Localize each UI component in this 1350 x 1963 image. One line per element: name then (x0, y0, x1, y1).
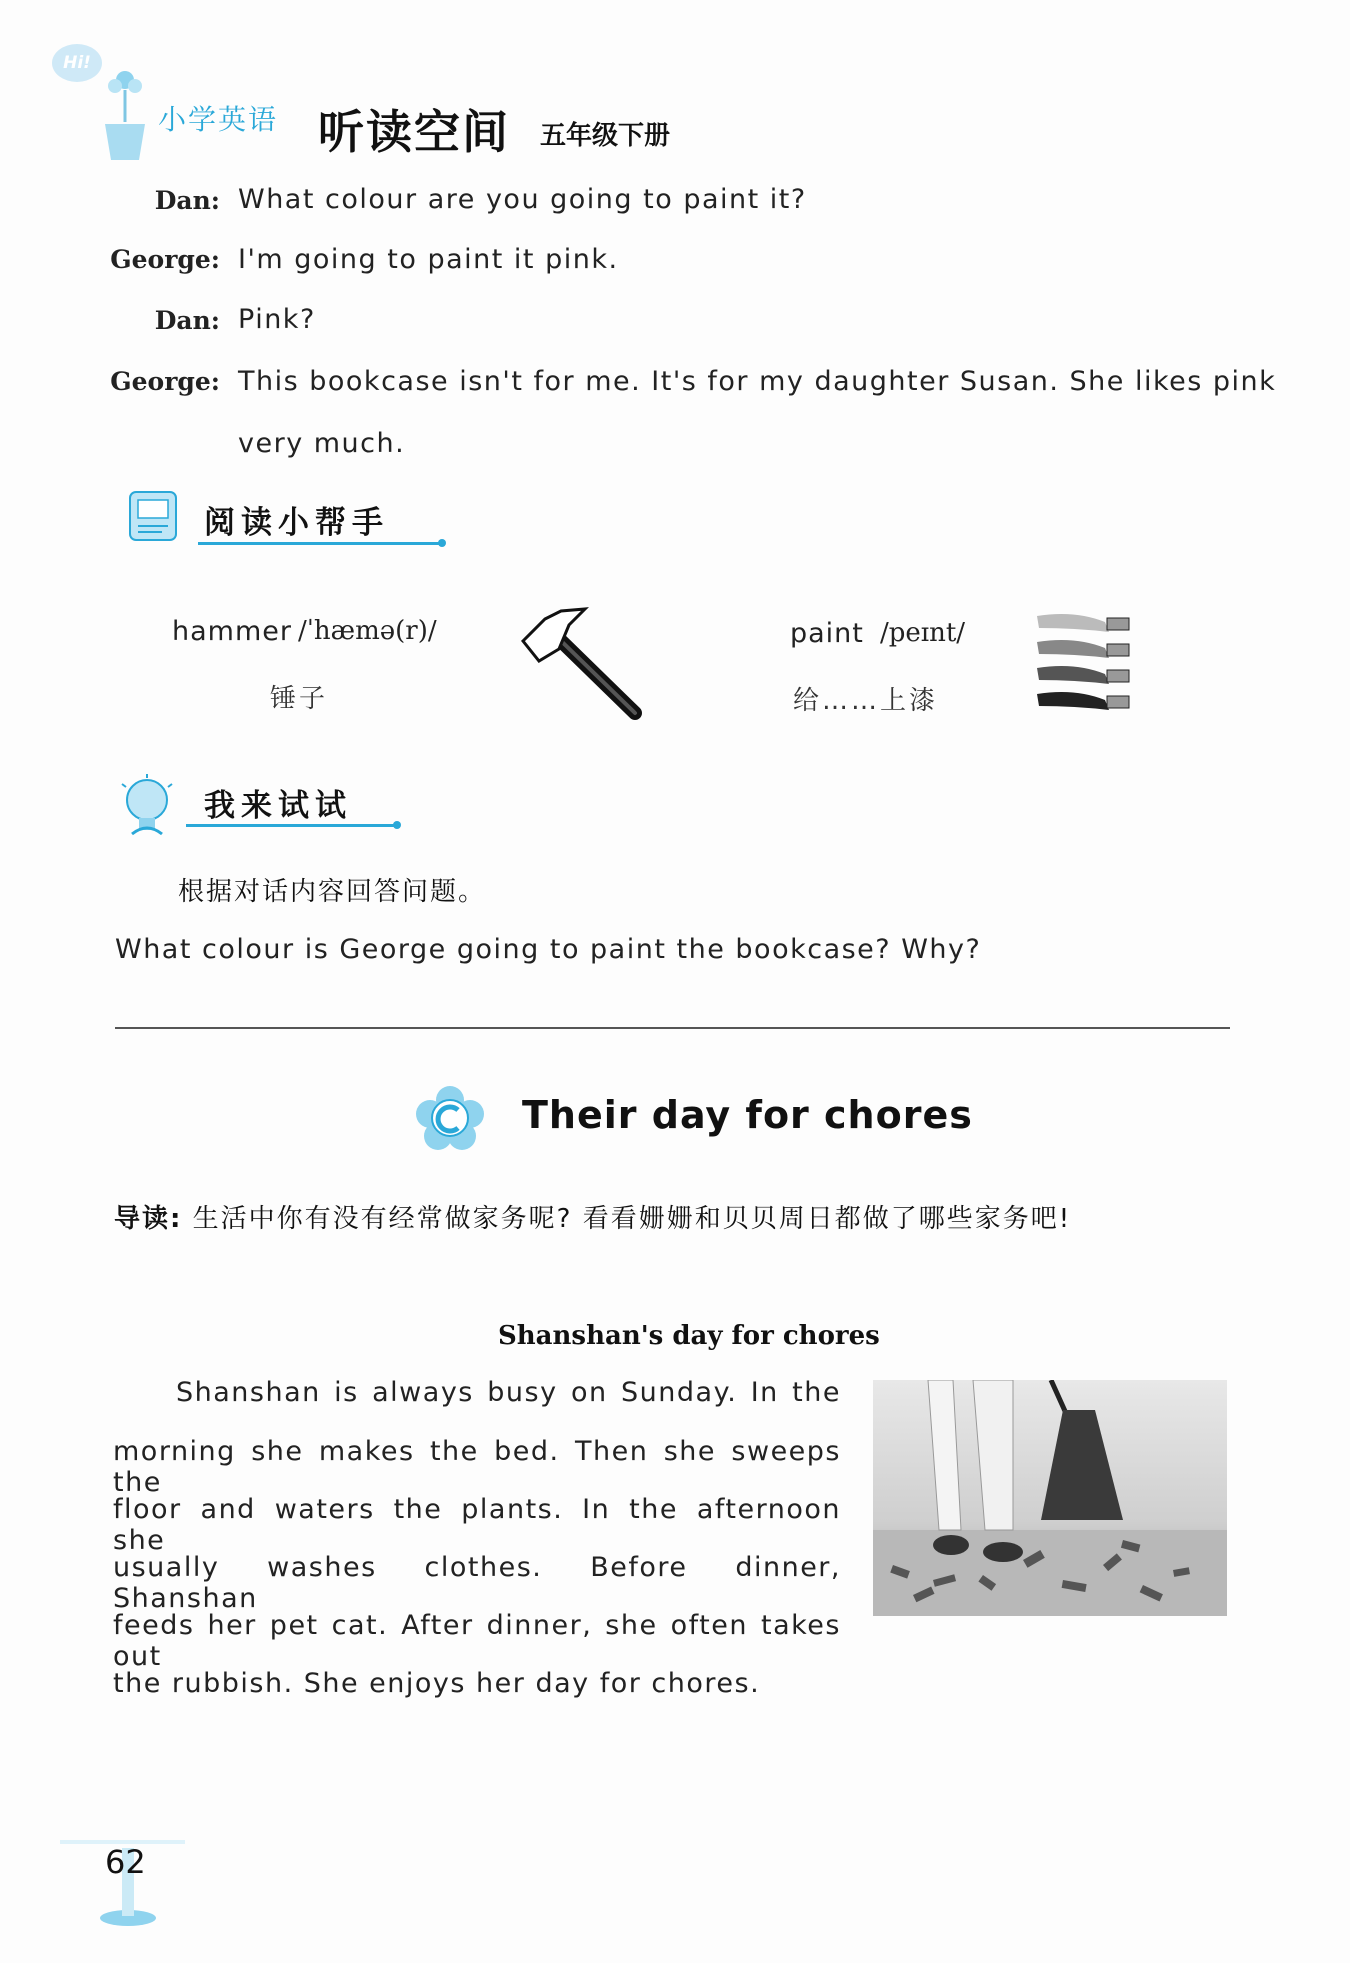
article-line: usually washes clothes. Before dinner, Shanshan (113, 1552, 841, 1614)
hi-badge: Hi! (52, 44, 102, 82)
article-line: morning she makes the bed. Then she sweeps the (113, 1436, 841, 1498)
answer-line[interactable] (115, 1027, 1230, 1029)
vocab-word: hammer (172, 616, 292, 647)
lead-paragraph (114, 1198, 1071, 1235)
vocab-meaning: 锤子 (270, 684, 329, 714)
dialogue-line: This bookcase isn't for me. It's for my daughter Susan. She likes pink (238, 366, 1277, 397)
section-underline-dot (393, 821, 401, 829)
speaker-label: Dan: (154, 186, 220, 215)
paint-brush-icon (1035, 608, 1145, 718)
dialogue-line-continued: very much. (238, 428, 406, 459)
instruction-text: 根据对话内容回答问题。 (178, 877, 487, 907)
article-line: the rubbish. She enjoys her day for chores. (113, 1668, 761, 1699)
book-title: 听读空间 (318, 105, 510, 159)
section-underline (198, 542, 441, 545)
speaker-label: George: (110, 367, 220, 396)
series-label: 小学英语 (158, 103, 279, 136)
section-underline (186, 824, 396, 827)
sweeping-photo (873, 1380, 1227, 1616)
vocab-phonetic: /ˈhæmə(r)/ (298, 616, 437, 646)
grade-label: 五年级下册 (540, 121, 671, 151)
story-title: Their day for chores (522, 1093, 973, 1137)
vocab-phonetic: /peɪnt/ (880, 618, 966, 648)
vocab-meaning: 给……上漆 (793, 686, 939, 716)
try-it-title: 我来试试 (204, 788, 352, 824)
flower-badge-icon (412, 1082, 488, 1154)
article-line: feeds her pet cat. After dinner, she often takes out (113, 1610, 841, 1672)
dialogue-line: What colour are you going to paint it? (238, 184, 807, 215)
lead-text: 生活中你有没有经常做家务呢? 看看姗姗和贝贝周日都做了哪些家务吧! (192, 1204, 1072, 1234)
flower-pot-icon (95, 62, 155, 162)
vocab-word: paint (790, 618, 864, 649)
speaker-label: Dan: (154, 306, 220, 335)
dialogue-line: I'm going to paint it pink. (238, 244, 619, 275)
lightbulb-icon (112, 772, 182, 842)
section-underline-dot (438, 539, 446, 547)
speaker-label: George: (110, 245, 220, 274)
reading-helper-title: 阅读小帮手 (204, 505, 389, 541)
hammer-icon (515, 605, 650, 725)
dialogue-line: Pink? (238, 304, 316, 335)
article-line: floor and waters the plants. In the afternoon she (113, 1494, 841, 1556)
page-number: 62 (105, 1843, 146, 1881)
book-icon (122, 486, 184, 548)
article-line: Shanshan is always busy on Sunday. In the (176, 1377, 841, 1408)
lead-label: 导读: (114, 1204, 183, 1234)
question-text: What colour is George going to paint the bookcase? Why? (115, 934, 982, 965)
article-title: Shanshan's day for chores (498, 1321, 880, 1351)
